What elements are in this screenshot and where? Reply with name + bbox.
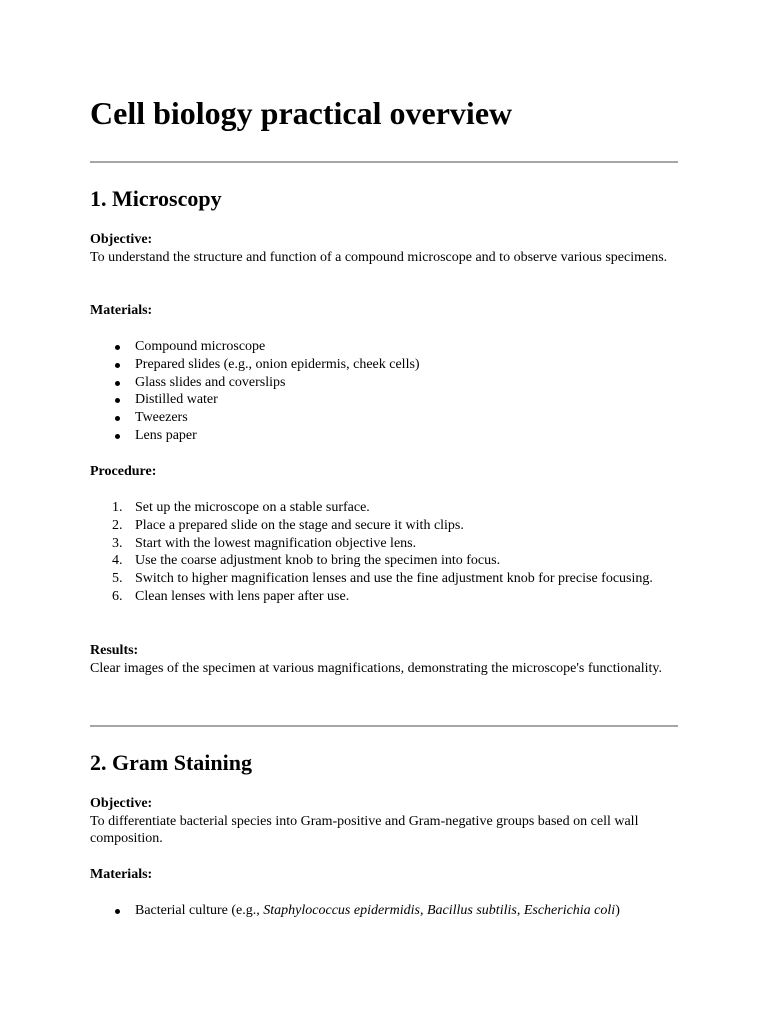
divider <box>90 725 678 727</box>
step-text: Set up the microscope on a stable surface. <box>135 500 370 515</box>
page-title: Cell biology practical overview <box>90 95 513 131</box>
list-item: Glass slides and coverslips <box>90 374 678 392</box>
list-item: Compound microscope <box>90 338 678 356</box>
item-separator: , <box>516 903 524 918</box>
step-number: 6. <box>112 588 123 604</box>
step-text: Clean lenses with lens paper after use. <box>135 588 350 604</box>
item-separator: , <box>419 903 427 918</box>
step-number: 2. <box>112 517 123 533</box>
results-block <box>90 642 678 677</box>
objective-text: To differentiate bacterial species into Gram-positive and Gram-negative groups based on cell wall composition. <box>90 813 639 847</box>
section-heading-gram-staining: 2. Gram Staining <box>90 750 252 775</box>
list-item: Tweezers <box>90 409 678 427</box>
species-name: Bacillus subtilis <box>426 903 517 918</box>
objective-block <box>90 795 678 848</box>
step-text: Switch to higher magnification lenses and use the fine adjustment knob for precise focusing. <box>135 571 653 587</box>
procedure-label: Procedure: <box>90 464 157 479</box>
procedure-step <box>90 535 678 553</box>
step-text: Use the coarse adjustment knob to bring the specimen into focus. <box>135 553 501 569</box>
species-name: Staphylococcus epidermidis <box>263 903 420 918</box>
procedure-step <box>90 588 678 606</box>
step-number: 4. <box>112 553 123 569</box>
item-text: Bacterial culture (e.g., <box>135 903 264 918</box>
objective-block <box>90 231 678 266</box>
procedure-step <box>90 517 678 535</box>
procedure-step <box>90 552 678 570</box>
list-item: Prepared slides (e.g., onion epidermis, cheek cells) <box>90 356 678 374</box>
step-number: 3. <box>112 535 123 551</box>
list-item: Lens paper <box>90 427 678 445</box>
procedure-step <box>90 499 678 517</box>
procedure-list <box>90 499 678 606</box>
materials-block <box>90 302 678 320</box>
objective-label: Objective: <box>90 796 153 811</box>
procedure-step <box>90 570 678 588</box>
step-text: Place a prepared slide on the stage and secure it with clips. <box>135 517 464 533</box>
step-text: Start with the lowest magnification objective lens. <box>135 535 417 551</box>
results-text: Clear images of the specimen at various magnifications, demonstrating the microscope's functionality. <box>90 660 662 676</box>
procedure-block <box>90 463 678 481</box>
objective-text: To understand the structure and function of a compound microscope and to observe various specimens. <box>90 249 668 265</box>
step-number: 1. <box>112 500 123 515</box>
materials-list <box>90 338 678 445</box>
results-label: Results: <box>90 643 139 658</box>
objective-label: Objective: <box>90 232 153 247</box>
step-number: 5. <box>112 571 123 587</box>
item-text: ) <box>615 903 620 918</box>
materials-label: Materials: <box>90 303 153 318</box>
list-item: Distilled water <box>90 391 678 409</box>
materials-list <box>90 902 678 920</box>
species-name: Escherichia coli <box>523 903 616 918</box>
materials-block <box>90 866 678 884</box>
list-item <box>90 902 678 920</box>
section-heading-microscopy: 1. Microscopy <box>90 186 222 211</box>
divider <box>90 161 678 163</box>
materials-label: Materials: <box>90 867 153 882</box>
